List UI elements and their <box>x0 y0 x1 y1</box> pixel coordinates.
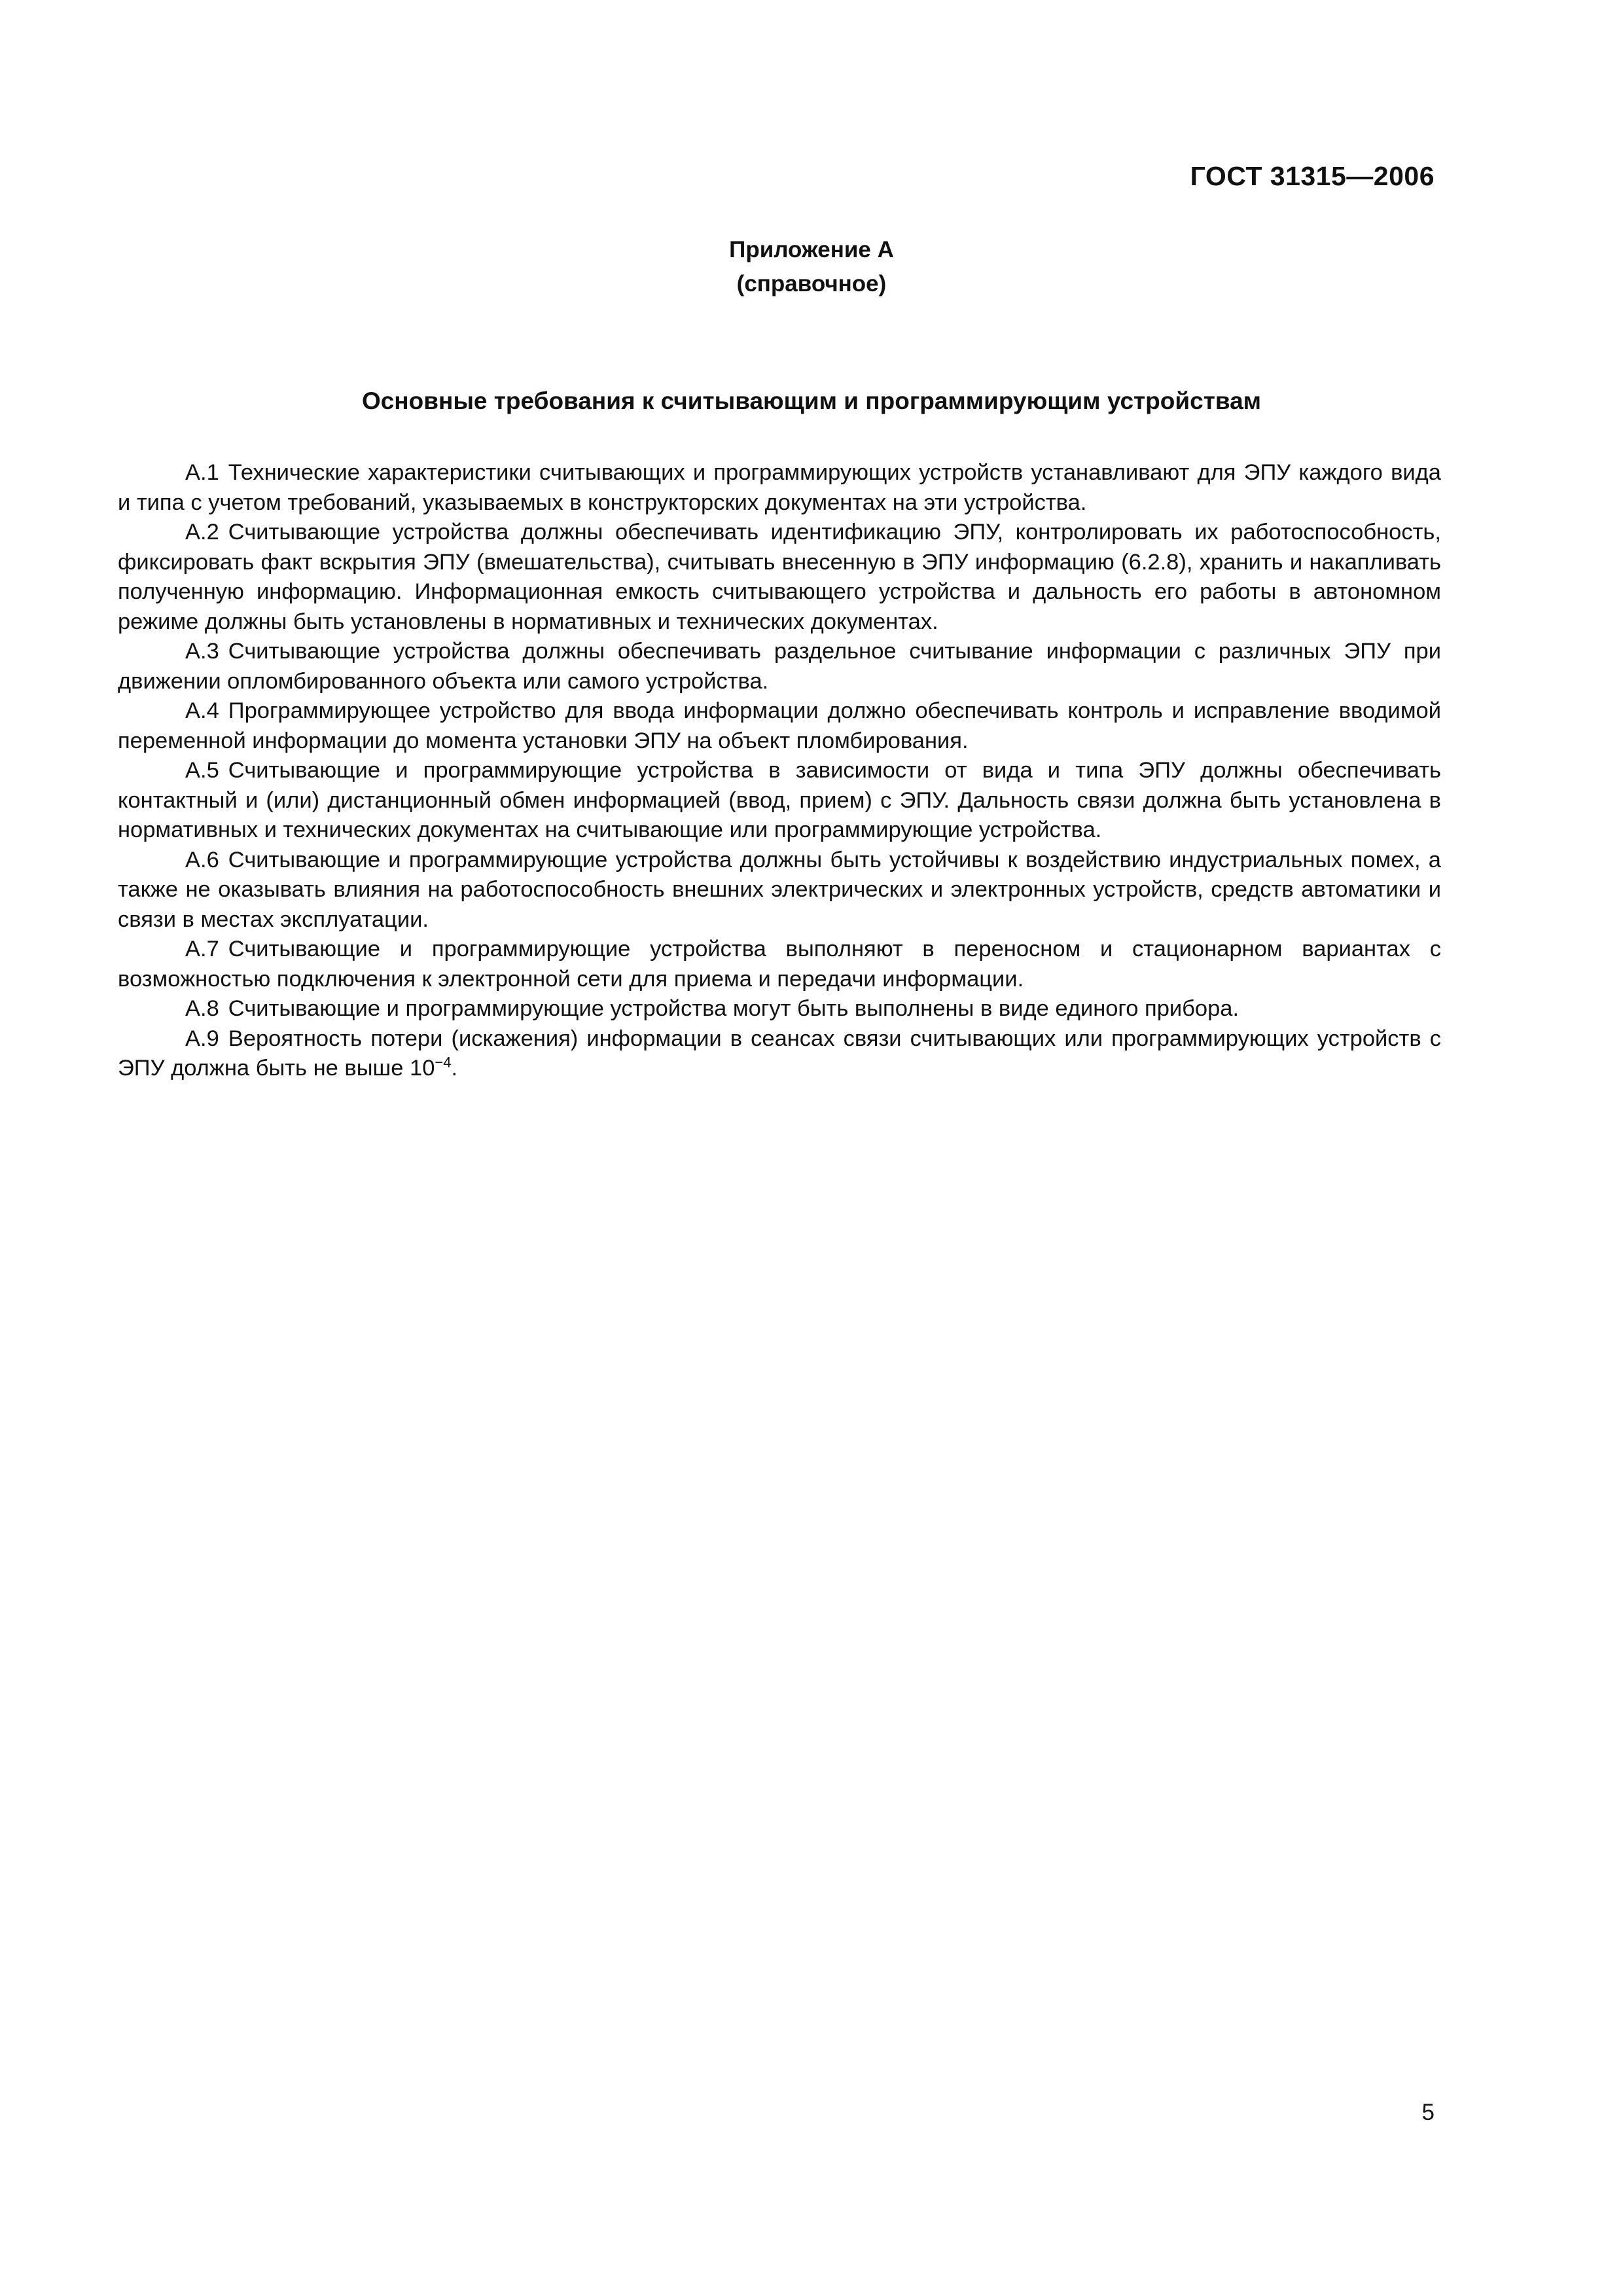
clause-a2 <box>118 518 1441 637</box>
clause-a5 <box>118 756 1441 846</box>
clause-text: Считывающие устройства должны обеспечивать идентификацию ЭПУ, контролировать их работоспособность, фиксировать факт вскрытия ЭПУ (вмешательства), считывать внесенную в ЭПУ информацию (6.2.8), хранить и накапливать полученную информацию. Информационная емкость считывающего устройства и дальность его работы в автономном режиме должны быть установлены в нормативных и технических документах. <box>118 520 1441 634</box>
appendix-heading <box>0 233 1623 301</box>
appendix-label: Приложение А <box>729 237 894 262</box>
clause-number: А.7 <box>185 937 219 961</box>
clause-text: Считывающие устройства должны обеспечивать раздельное считывание информации с различных ЭПУ при движении опломбированного объекта или самого устройства. <box>118 639 1441 694</box>
clause-text: Технические характеристики считывающих и программирующих устройств устанавливают для ЭПУ каждого вида и типа с учетом требований, указываемых в конструкторских документах на эти устройства. <box>118 460 1441 515</box>
clause-a3 <box>118 637 1441 696</box>
clause-a1 <box>118 458 1441 518</box>
clause-a7 <box>118 935 1441 994</box>
clause-number: А.4 <box>185 698 219 723</box>
exponent: −4 <box>435 1054 452 1071</box>
clause-text: Вероятность потери (искажения) информации в сеансах связи считывающих или программирующих устройств с ЭПУ должна быть не выше 10 <box>118 1026 1441 1081</box>
clause-a4 <box>118 696 1441 756</box>
clause-number: А.1 <box>185 460 219 485</box>
clause-number: А.8 <box>185 996 219 1021</box>
clause-a6 <box>118 846 1441 935</box>
clause-number: А.6 <box>185 847 219 872</box>
clause-number: А.3 <box>185 639 219 664</box>
clause-text: Считывающие и программирующие устройства выполняют в переносном и стационарном вариантах с возможностью подключения к электронной сети для приема и передачи информации. <box>118 937 1441 992</box>
clause-text: Программирующее устройство для ввода информации должно обеспечивать контроль и исправление вводимой переменной информации до момента установки ЭПУ на объект пломбирования. <box>118 698 1441 753</box>
document-body <box>118 458 1441 1084</box>
appendix-status: (справочное) <box>736 271 887 296</box>
clause-number: А.5 <box>185 758 219 783</box>
clause-a8 <box>118 994 1441 1024</box>
clause-text: Считывающие и программирующие устройства в зависимости от вида и типа ЭПУ должны обеспечивать контактный и (или) дистанционный обмен информацией (ввод, прием) с ЭПУ. Дальность связи должна быть установлена в нормативных и технических документах на считывающие или программирующие устройства. <box>118 758 1441 842</box>
clause-a9 <box>118 1024 1441 1084</box>
clause-number: А.2 <box>185 520 219 545</box>
clause-suffix: . <box>451 1056 458 1081</box>
document-number: ГОСТ 31315—2006 <box>1190 161 1435 191</box>
clause-number: А.9 <box>185 1026 219 1051</box>
section-title: Основные требования к считывающим и программирующим устройствам <box>361 387 1262 414</box>
clause-text: Считывающие и программирующие устройства могут быть выполнены в виде единого прибора. <box>228 996 1240 1021</box>
clause-text: Считывающие и программирующие устройства должны быть устойчивы к воздействию индустриальных помех, а также не оказывать влияния на работоспособность внешних электрических и электронных устройств, средств автоматики и связи в местах эксплуатации. <box>118 847 1441 932</box>
page-number: 5 <box>1421 2100 1435 2125</box>
